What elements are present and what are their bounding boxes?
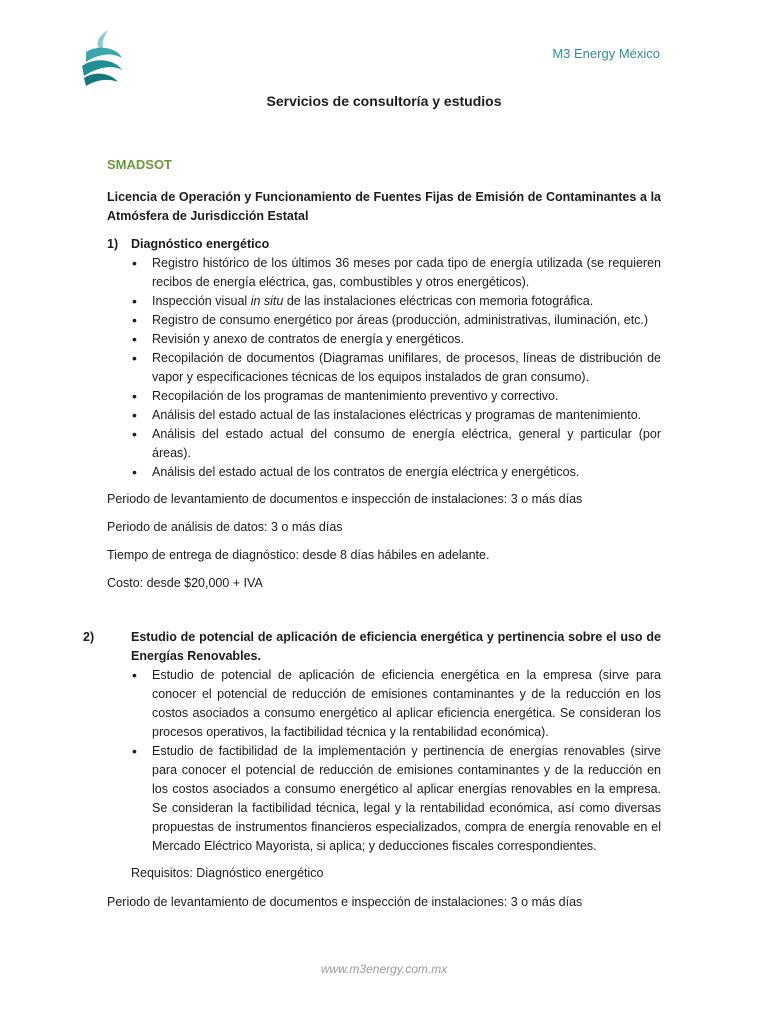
list-item: • Estudio de potencial de aplicación de eficiencia energética en la empresa (sirve para conocer el potencial de reducción de emisiones contaminantes y de la reducción en los costos asociados a consumo energético al aplicar eficiencia energética. Se consideran los procesos operativos, la factibilidad técnica y la rentabilidad económica). [152,666,661,742]
item2-number: 2) [83,630,95,644]
item1-periodo-analisis: Periodo de análisis de datos: 3 o más días [107,520,343,534]
section-heading: SMADSOT [107,157,172,172]
item2-periodo-levantamiento: Periodo de levantamiento de documentos e inspección de instalaciones: 3 o más días [107,895,583,909]
item1-bullet-list [107,254,661,482]
item1-periodo-levantamiento: Periodo de levantamiento de documentos e inspección de instalaciones: 3 o más días [107,492,583,506]
item2-heading [83,628,661,666]
list-item: • Estudio de factibilidad de la implementación y pertinencia de energías renovables (sirve para conocer el potencial de reducción de emisiones contaminantes y de la reducción en los costos asociados a consumo energético al aplicar energías renovables en la empresa. Se consideran la factibilidad técnica, legal y la rentabilidad económica, así como diversas propuestas de instrumentos financieros especializados, compra de energía renovable en el Mercado Eléctrico Mayorista, si aplica; y deducciones fiscales correspondientes. [152,742,661,856]
list-item: • Registro histórico de los últimos 36 meses por cada tipo de energía utilizada (se requieren recibos de energía eléctrica, gas, combustibles y otros energéticos). [152,254,661,292]
list-item [152,292,661,311]
list-item: • Recopilación de documentos (Diagramas unifilares, de procesos, líneas de distribución de vapor y especificaciones técnicas de los equipos instalados de gran consumo). [152,349,661,387]
item2-requisitos: Requisitos: Diagnóstico energético [131,866,324,880]
list-item: • Análisis del estado actual de los contratos de energía eléctrica y energéticos. [152,463,661,482]
item1-heading [107,235,661,254]
m3-wave-logo-icon [78,28,126,86]
brand-name: M3 Energy México [552,46,660,61]
section-subtitle: Licencia de Operación y Funcionamiento de Fuentes Fijas de Emisión de Contaminantes a la Atmósfera de Jurisdicción Estatal [107,190,661,223]
list-item: • Recopilación de los programas de mantenimiento preventivo y correctivo. [152,387,661,406]
item2-title: Estudio de potencial de aplicación de eficiencia energética y pertinencia sobre el uso de Energías Renovables. [131,630,661,663]
list-item-text: Inspección visual [152,294,248,308]
list-item: • Revisión y anexo de contratos de energía y energéticos. [152,330,661,349]
list-item-text: de las instalaciones eléctricas con memoria fotográfica. [286,294,594,308]
list-item: • Registro de consumo energético por áreas (producción, administrativas, iluminación, etc.) [152,311,661,330]
footer-url: www.m3energy.com.mx [320,962,448,976]
item1-title: Diagnóstico energético [131,237,270,251]
document-body [83,155,661,921]
page-title: Servicios de consultoría y estudios [266,93,502,109]
item1-tiempo-entrega: Tiempo de entrega de diagnóstico: desde 8 días hábiles en adelante. [107,548,490,562]
item1-costo: Costo: desde $20,000 + IVA [107,576,263,590]
item2-bullet-list [107,666,661,856]
list-item-emphasis: in situ [250,294,284,308]
list-item: • Análisis del estado actual del consumo de energía eléctrica, general y particular (por áreas). [152,425,661,463]
item1-number: 1) [107,237,119,251]
list-item: • Análisis del estado actual de las instalaciones eléctricas y programas de mantenimiento. [152,406,661,425]
